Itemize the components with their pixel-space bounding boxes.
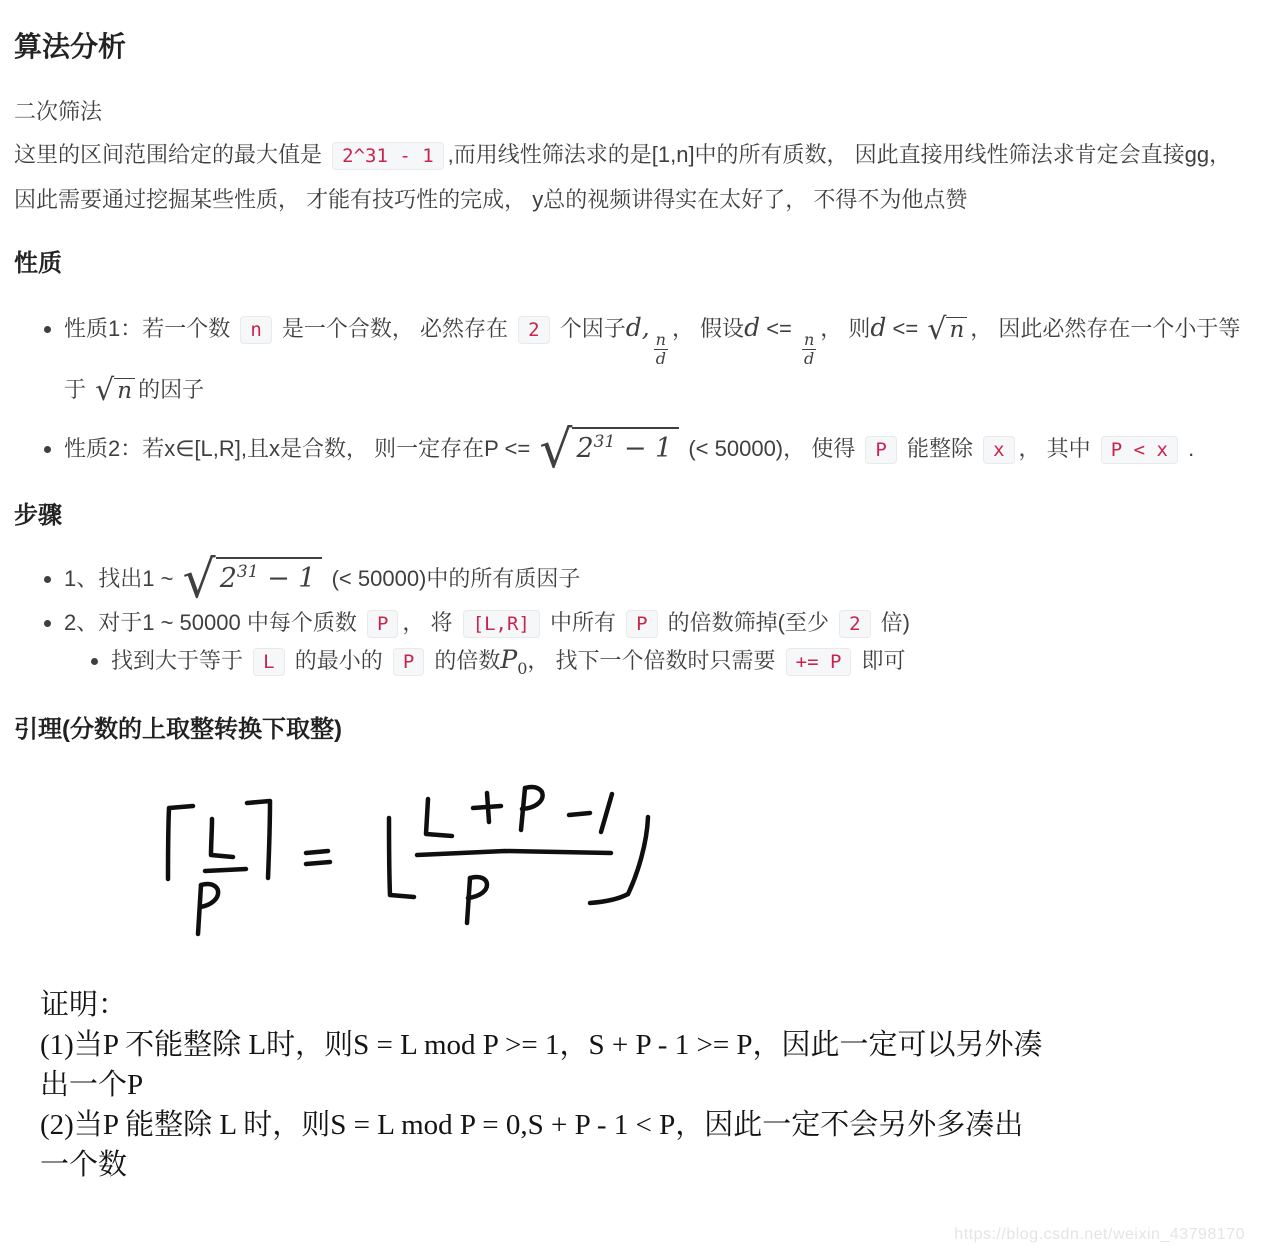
text-segment: 找到大于等于 bbox=[111, 648, 250, 674]
numerator-L-plus-P-minus-1 bbox=[426, 787, 612, 836]
radicand-rest: − 1 bbox=[258, 563, 316, 595]
section-heading-lemma: 引理(分数的上取整转换下取整) bbox=[14, 716, 342, 744]
inline-code-P: P bbox=[367, 610, 398, 638]
fraction-bar bbox=[417, 851, 611, 855]
radicand-exponent: 31 bbox=[236, 562, 259, 583]
lemma-handwritten-figure bbox=[160, 781, 1252, 961]
text-segment: ， 因此必然存在一个小于等于 bbox=[64, 316, 1241, 403]
step-2-sublist bbox=[64, 642, 1252, 687]
text-segment: ， 则 bbox=[820, 316, 871, 341]
radical-sign: √ bbox=[182, 550, 216, 611]
text-segment: ， 假设 bbox=[671, 316, 745, 341]
csdn-watermark: https://blog.csdn.net/weixin_43798170 bbox=[954, 1226, 1245, 1243]
math-sqrt-2-pow-31-minus-1 bbox=[182, 550, 323, 611]
proof-line: 一个数 bbox=[40, 1149, 128, 1182]
text-segment: 个因子 bbox=[553, 316, 626, 341]
text-segment: 1、找出1 ~ bbox=[64, 566, 180, 592]
inline-code-2: 2 bbox=[839, 610, 870, 638]
radicand: n bbox=[114, 378, 135, 404]
math-fraction-n-over-d bbox=[654, 331, 668, 367]
inline-code-range-LR: [L,R] bbox=[463, 610, 540, 638]
radical-sign: √ bbox=[539, 420, 573, 481]
text-segment: 性质2：若x∈[L,R],且x是合数， 则一定存在P <= bbox=[64, 436, 537, 462]
radicand-base: 2 bbox=[219, 563, 237, 595]
text-segment: 的倍数 bbox=[428, 648, 501, 674]
fraction-numerator: n bbox=[803, 330, 815, 349]
step-item-2 bbox=[64, 605, 1252, 687]
ceil-left-bracket bbox=[168, 806, 193, 879]
fraction-numerator: n bbox=[655, 330, 666, 349]
step-2-subitem bbox=[111, 642, 1252, 687]
section-heading-steps: 步骤 bbox=[14, 502, 62, 530]
inline-code-P: P bbox=[393, 648, 424, 676]
property-item-1 bbox=[64, 305, 1252, 412]
radicand-exponent: 31 bbox=[593, 432, 616, 453]
text-segment: 中所有 bbox=[543, 610, 623, 636]
math-subscript-0: 0 bbox=[517, 659, 528, 679]
math-sqrt-n bbox=[927, 312, 967, 348]
proof-line: 证明： bbox=[40, 989, 128, 1022]
proof-block bbox=[40, 985, 1252, 1185]
proof-line: (1)当P 不能整除 L时，则S = L mod P >= 1，S + P - 1 >= P，因此一定可以另外凑 bbox=[40, 1029, 1043, 1062]
math-var-P0: P bbox=[500, 645, 518, 675]
text-segment: 倍) bbox=[874, 610, 910, 636]
math-sqrt-n bbox=[95, 373, 135, 409]
math-fraction-n-over-d bbox=[802, 331, 816, 367]
proof-line: 出一个P bbox=[40, 1069, 144, 1102]
intro-subtitle: 二次筛法 bbox=[14, 99, 103, 124]
inline-code-max-value: 2^31 - 1 bbox=[332, 142, 444, 170]
math-sqrt-2-pow-31-minus-1 bbox=[539, 420, 679, 481]
equals-sign bbox=[306, 851, 330, 864]
inline-code-P: P bbox=[626, 610, 657, 638]
inline-code-2: 2 bbox=[518, 316, 549, 344]
property-item-2 bbox=[64, 420, 1252, 481]
inline-code-n: n bbox=[240, 316, 271, 344]
fraction-L-over-P bbox=[198, 819, 246, 934]
math-var-d: d bbox=[870, 313, 887, 342]
floor-left-bracket bbox=[389, 818, 414, 897]
text-segment: 这里的区间范围给定的最大值是 bbox=[14, 142, 329, 167]
text-segment: ,而用线性筛法求的是[1,n]中的所有质数， 因此直接用线性筛法求肯定会直接gg， 因此需要通过挖掘某些性质， 才能有技巧性的完成， y总的视频讲得实在太好了， 不得不为他点赞 bbox=[14, 142, 1232, 212]
handwritten-formula-image bbox=[160, 781, 700, 956]
steps-list bbox=[14, 550, 1252, 687]
text-segment: 的最小的 bbox=[288, 648, 389, 674]
floor-right-bracket bbox=[590, 817, 648, 903]
text-segment: 是一个合数， 必然存在 bbox=[275, 316, 515, 341]
inline-code-P: P bbox=[865, 436, 896, 464]
radicand bbox=[572, 427, 679, 465]
intro-paragraph bbox=[14, 90, 1252, 221]
inline-code-L: L bbox=[253, 648, 284, 676]
radicand-rest: − 1 bbox=[615, 433, 673, 465]
text-segment: 的倍数筛掉(至少 bbox=[661, 610, 836, 636]
fraction-denominator: d bbox=[804, 348, 815, 368]
text-segment: <= bbox=[760, 316, 798, 341]
inline-code-P-less-than-x: P < x bbox=[1101, 436, 1178, 464]
text-segment: (< 50000)中的所有质因子 bbox=[325, 566, 581, 592]
text-segment: 2、对于1 ~ 50000 中每个质数 bbox=[64, 610, 363, 636]
text-segment: 即可 bbox=[855, 648, 906, 674]
text-segment: 能整除 bbox=[900, 436, 980, 462]
proof-line: (2)当P 能整除 L 时，则S = L mod P = 0,S + P - 1 < P，因此一定不会另外多凑出 bbox=[40, 1109, 1024, 1142]
text-segment: . bbox=[1181, 436, 1195, 462]
section-heading-properties: 性质 bbox=[14, 250, 62, 277]
page-title: 算法分析 bbox=[14, 31, 127, 62]
fraction-denominator: d bbox=[655, 348, 666, 368]
radicand-base: 2 bbox=[576, 433, 594, 465]
text-segment: 性质1：若一个数 bbox=[64, 316, 237, 341]
text-segment: <= bbox=[886, 316, 925, 341]
intro-text bbox=[14, 133, 1252, 221]
text-segment: (< 50000)， 使得 bbox=[682, 436, 862, 462]
text-segment: ， 其中 bbox=[1018, 436, 1097, 462]
ceil-right-bracket bbox=[247, 801, 270, 878]
radical-sign: √ bbox=[95, 373, 115, 409]
text-segment: 的因子 bbox=[138, 377, 205, 403]
text-segment: ， 找下一个倍数时只需要 bbox=[527, 648, 782, 674]
radicand: n bbox=[946, 317, 967, 343]
step-item-1 bbox=[64, 550, 1252, 611]
text-segment: ， 将 bbox=[402, 610, 459, 636]
inline-code-increment-P: += P bbox=[786, 648, 852, 676]
radicand bbox=[216, 557, 323, 595]
properties-list bbox=[14, 305, 1252, 481]
inline-code-x: x bbox=[983, 436, 1014, 464]
radical-sign: √ bbox=[927, 312, 947, 348]
denominator-P bbox=[467, 877, 487, 923]
math-var-d: d bbox=[744, 313, 761, 342]
math-var-d: d, bbox=[625, 313, 650, 342]
